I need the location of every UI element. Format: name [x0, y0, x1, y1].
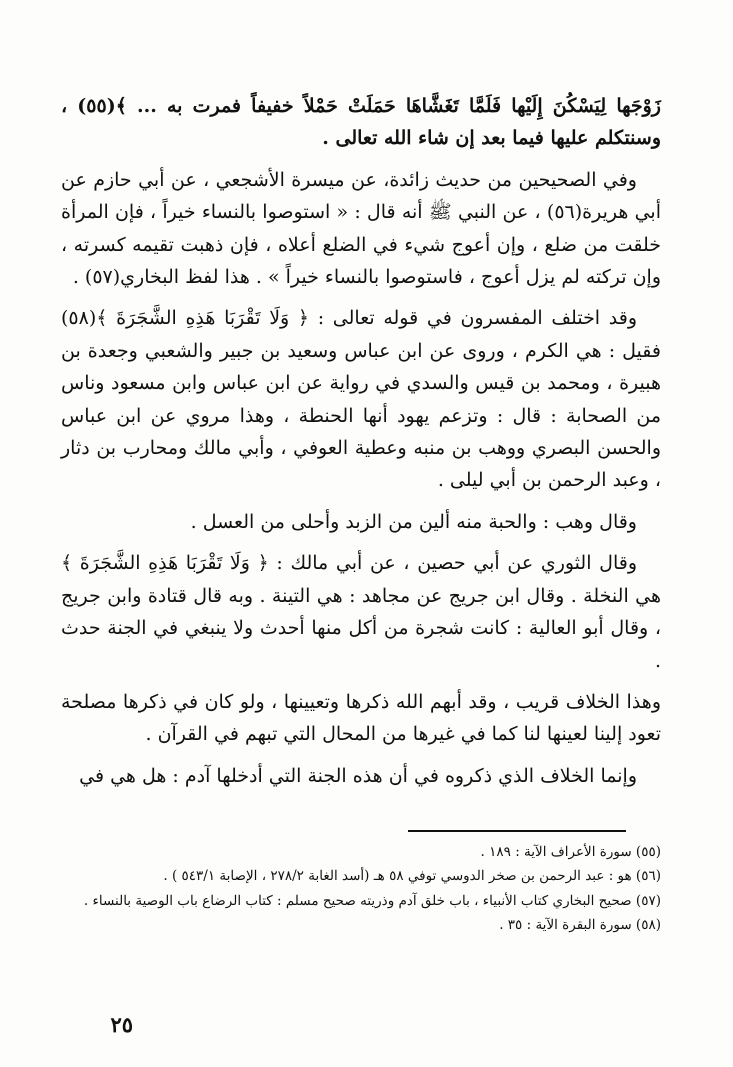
paragraph-7: وإنما الخلاف الذي ذكروه في أن هذه الجنة التي أدخلها آدم : هل هي في — [79, 764, 637, 787]
paragraph-4: وقال وهب : والحبة منه ألين من الزبد وأحلى من العسل . — [190, 510, 637, 533]
paragraph-1: زَوْجَها لِيَسْكُنَ إِلَيْها فَلَمَّا تَغَشَّاهَا حَمَلَتْ حَمْلاً خفيفاً فمرت به ... ﴾(٥٥) ، وسنتكلم عليها فيما بعد إن شاء الله تعالى . — [61, 95, 661, 150]
body-text — [61, 90, 661, 801]
footnote-separator — [408, 830, 626, 832]
footnote-57: (٥٧) صحيح البخاري كتاب الأنبياء ، باب خلق آدم وذريته صحيح مسلم : كتاب الرضاع باب الوصية بالنساء . — [83, 892, 661, 909]
footnote-55: (٥٥) سورة الأعراف الآية : ١٨٩ . — [480, 844, 661, 860]
footnotes — [61, 840, 661, 937]
paragraph-3: وقد اختلف المفسرون في قوله تعالى : ﴿ وَلَا تَقْرَبَا هَذِهِ الشَّجَرَةَ ﴾(٥٨) فقيل : هي الكرم ، وروى عن ابن عباس وسعيد بن جبير والشعبي وجعدة بن هبيرة ، ومحمد بن قيس والسدي في رواية عن ابن عباس وابن مسعود وناس من الصحابة : قال : وتزعم يهود أنها الحنطة ، وهذا مروي عن ابن عباس والحسن البصري ووهب بن منبه وعطية العوفي ، وأبي مالك ومحارب بن دثار ، وعبد الرحمن بن أبي ليلى . — [61, 307, 661, 492]
paragraph-5: وقال الثوري عن أبي حصين ، عن أبي مالك : ﴿ وَلَا تَقْرَبَا هَذِهِ الشَّجَرَةَ ﴾ هي النخلة . وقال ابن جريج عن مجاهد : هي التينة . وبه قال قتادة وابن جريج ، وقال أبو العالية : كانت شجرة من أكل منها أحدث ولا ينبغي في الجنة حدث . — [61, 552, 661, 672]
footnote-58: (٥٨) سورة البقرة الآية : ٣٥ . — [499, 916, 661, 933]
paragraph-6: وهذا الخلاف قريب ، وقد أبهم الله ذكرها وتعيينها ، ولو كان في ذكرها مصلحة تعود إلينا لعينها لنا كما في غيرها من المحال التي تبهم في القرآن . — [61, 690, 661, 746]
page-number: ٢٥ — [110, 1012, 133, 1037]
paragraph-2: وفي الصحيحين من حديث زائدة، عن ميسرة الأشجعي ، عن أبي حازم عن أبي هريرة(٥٦) ، عن النبي ﷺ أنه قال : « استوصوا بالنساء خيراً ، فإن المرأة خلقت من ضلع ، وإن أعوج شيء في الضلع أعلاه ، فإن ذهبت تقيمه كسرته ، وإن تركته لم يزل أعوج ، فاستوصوا بالنساء خيراً » . هذا لفظ البخاري(٥٧) . — [61, 168, 661, 289]
footnote-56: (٥٦) هو : عبد الرحمن بن صخر الدوسي توفي ٥٨ هـ (أسد الغابة ٢٧٨/٢ ، الإصابة ٥٤٣/١ ) . — [163, 868, 661, 885]
